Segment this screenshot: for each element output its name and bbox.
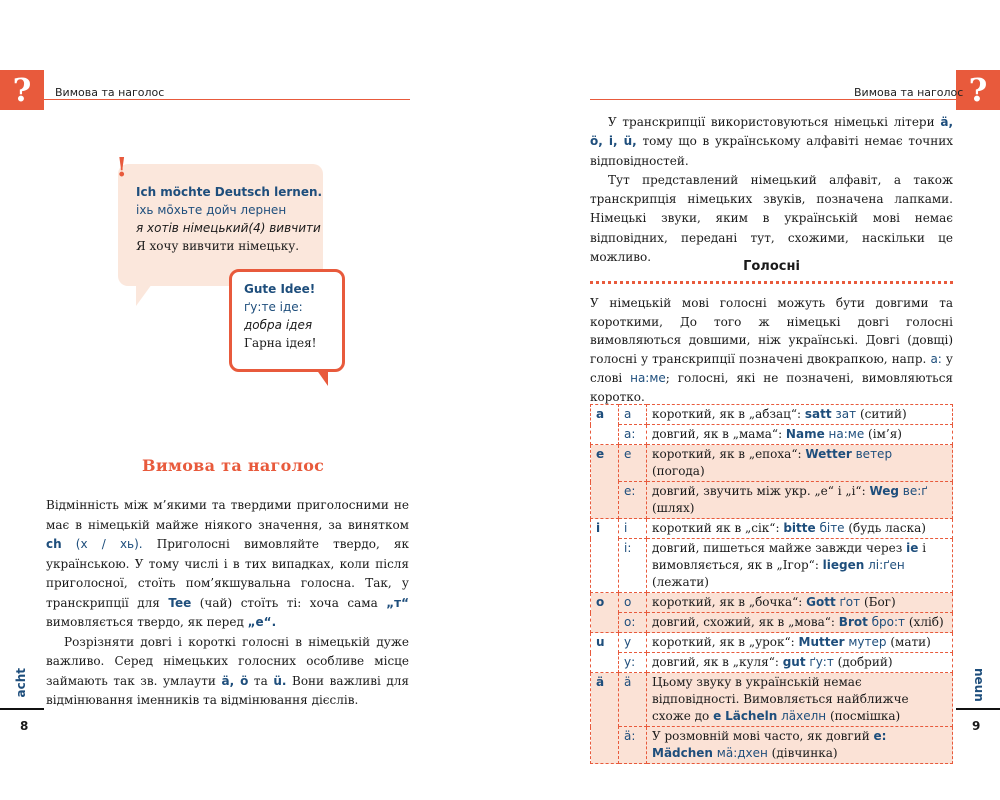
example-word: Gott — [806, 595, 836, 609]
page-word-left: acht — [14, 668, 28, 698]
transcription: а: — [930, 352, 942, 367]
bubble2-german: Gute Idee! — [244, 282, 316, 296]
page-number-right: 9 — [972, 719, 981, 733]
question-mark-icon-left: ? — [0, 70, 44, 110]
text-run: довгий, пишеться майже завжди через — [652, 541, 907, 555]
exclamation-icon: ! — [116, 153, 128, 183]
example-word: liegen — [822, 558, 865, 572]
vowel-table-row — [591, 539, 953, 593]
vowel-table-row — [591, 425, 953, 445]
vowel-description — [647, 727, 953, 764]
vowel-table-row — [591, 593, 953, 613]
example-transcription: ве:ґ — [898, 484, 928, 498]
text-run: короткий, як в „бочка“: — [652, 595, 807, 609]
vowel-description — [647, 653, 953, 673]
speech-bubble-2-tail — [316, 369, 328, 386]
vowel-table — [590, 404, 953, 764]
bubble2-literal: добра ідея — [244, 318, 313, 332]
right-intro-text — [590, 113, 953, 267]
vowel-description — [647, 482, 953, 519]
left-paragraph-1 — [46, 496, 409, 633]
transcription: (х / хь). — [61, 537, 143, 551]
bubble1-translation: Я хочу вивчити німецьку. — [136, 239, 300, 253]
vowel-description — [647, 519, 953, 539]
text-run: довгий, як в „куля“: — [652, 655, 783, 669]
vowel-table-row — [591, 653, 953, 673]
vowel-description — [647, 613, 953, 633]
vowel-table-row — [591, 405, 953, 425]
example-word: е — [713, 709, 722, 723]
text-run: ; голосні, які не позначені, вимовляються коротко. — [590, 370, 953, 404]
example-word: е: — [873, 729, 887, 743]
vowel-letter: e — [591, 445, 619, 519]
example-transcription: бро:т — [867, 615, 906, 629]
text-run: (лежати) — [652, 575, 709, 589]
text-run: довгий, як в „мама“: — [652, 427, 786, 441]
vowel-description — [647, 425, 953, 445]
example-transcription: ґот — [835, 595, 861, 609]
left-paragraph-2 — [46, 633, 409, 711]
vowel-description — [647, 405, 953, 425]
keyword: ü. — [273, 673, 287, 688]
text-run: (хліб) — [905, 615, 944, 629]
text-run: тому що в українському алфавіті немає точних відповідностей. — [590, 134, 953, 168]
vowel-description — [647, 593, 953, 613]
vowel-transcription: ä — [619, 673, 647, 727]
vowel-transcription: у — [619, 633, 647, 653]
vowel-transcription: ä: — [619, 727, 647, 764]
bubble1-transcription: іхь мо̄хьте дойч лернен — [136, 203, 287, 217]
running-header-left: Вимова та наголос — [55, 86, 165, 99]
keyword: „т“ — [386, 595, 409, 610]
vowel-table-row — [591, 445, 953, 482]
text-run: У транскрипції використовуються німецькі літери — [608, 115, 941, 129]
example-word: ie — [906, 541, 919, 555]
example-word: Weg — [869, 484, 899, 498]
example-word: Wetter — [805, 447, 852, 461]
text-run: Розрізняти довгі і короткі голосні в німецькій дуже важливо. Серед німецьких голосних особливе місце займають так зв. умлаути — [46, 634, 409, 688]
footer-rule-right — [956, 708, 1000, 710]
text-run: Вони важливі для відмінювання іменників та відмінювання дієслів. — [46, 673, 409, 707]
vowel-description — [647, 673, 953, 727]
example-word: bitte — [783, 521, 816, 535]
running-header-right: Вимова та наголос — [854, 86, 964, 99]
example-word: Lächeln — [725, 709, 778, 723]
speech-bubble-2-text — [244, 280, 316, 352]
keyword: ä, ö, i, ü, — [590, 115, 953, 149]
text-run: (будь ласка) — [844, 521, 926, 535]
dotted-divider — [590, 281, 953, 284]
header-rule-right — [590, 99, 956, 100]
example-transcription: лі:ґен — [864, 558, 905, 572]
text-run: Цьому звуку в українській немає відповідності. Вимовляється найближче схоже до — [652, 675, 909, 723]
vowel-table-row — [591, 727, 953, 764]
vowel-letter: i — [591, 519, 619, 593]
vowel-table-row — [591, 633, 953, 653]
text-run: та — [248, 673, 274, 688]
example-transcription: на:ме — [824, 427, 865, 441]
vowel-transcription: a: — [619, 425, 647, 445]
bubble2-transcription: ґу:те іде: — [244, 300, 303, 314]
text-run: довгий, звучить між укр. „е“ і „і“: — [652, 484, 870, 498]
example-word: satt — [804, 407, 832, 421]
vowel-transcription: a — [619, 405, 647, 425]
text-run: (дівчинка) — [767, 746, 838, 760]
keyword: ch — [46, 537, 62, 551]
example-word: gut — [782, 655, 806, 669]
text-run: короткий як в „сік“: — [652, 521, 784, 535]
example-transcription: зат — [831, 407, 857, 421]
vowel-description — [647, 445, 953, 482]
header-rule-left — [44, 99, 410, 100]
footer-rule-left — [0, 708, 44, 710]
vowel-letter: o — [591, 593, 619, 633]
text-run: (погода) — [652, 464, 705, 478]
vowel-description — [647, 539, 953, 593]
bubble1-literal: я хотів німецький(4) вивчити — [136, 221, 321, 235]
text-run: (ім’я) — [864, 427, 902, 441]
vowel-table-row — [591, 613, 953, 633]
keyword: ä, ö — [221, 673, 249, 688]
vowel-table-row — [591, 519, 953, 539]
transcription: на:ме — [630, 370, 666, 385]
vowel-transcription: i — [619, 519, 647, 539]
vowel-letter: ä — [591, 673, 619, 764]
text-run: У німецькій мові голосні можуть бути довгими та короткими, До того ж німецькі довгі голосні вимовляються довшими, ніж українські. Довгі (довщі) голосні у транскрипції позначені двокрапкою, напр. — [590, 296, 953, 367]
right-paragraph-1 — [590, 113, 953, 171]
text-run: довгий, схожий, як в „мова“: — [652, 615, 839, 629]
text-run: Приголосні вимовляйте твердо, як українською. У тому числі і в тих випадках, коли після приголосної, стоїть пом’якшувальна голосна. Так, у транскрипції для — [46, 537, 409, 610]
right-paragraph-3 — [590, 294, 953, 406]
example-transcription: ґу:т — [805, 655, 834, 669]
text-run: (чай) стоїть ті: хоча сама — [191, 595, 387, 610]
example-word: Name — [785, 427, 825, 441]
text-run: (ситий) — [856, 407, 907, 421]
text-run: і вимовляється, як в „Ігор“: — [652, 541, 927, 572]
example-word: Mutter — [798, 635, 845, 649]
vowel-letter: a — [591, 405, 619, 445]
vowel-transcription: o: — [619, 613, 647, 633]
left-body-text — [46, 496, 409, 711]
speech-bubble-1-text — [136, 183, 322, 255]
example-transcription: мӓ:дхен — [712, 746, 768, 760]
text-run: короткий, як в „епоха“: — [652, 447, 806, 461]
vowel-table-row — [591, 673, 953, 727]
vowel-description — [647, 633, 953, 653]
text-run: у слові — [590, 352, 953, 385]
example-transcription: біте — [815, 521, 845, 535]
speech-bubble-1-tail — [136, 284, 152, 306]
text-run: (посмішка) — [826, 709, 901, 723]
text-run: У розмовній мові часто, як довгий — [652, 729, 874, 743]
vowel-table-row — [591, 482, 953, 519]
text-run: (шлях) — [652, 501, 695, 515]
text-run: вимовляється твердо, як перед — [46, 615, 248, 629]
text-run: (мати) — [886, 635, 931, 649]
text-run: (Бог) — [860, 595, 896, 609]
keyword: Tee — [168, 595, 192, 610]
keyword: „е“. — [247, 615, 277, 629]
section-title: Вимова та наголос — [142, 456, 325, 475]
vowels-heading: Голосні — [743, 259, 800, 274]
vowel-transcription: у: — [619, 653, 647, 673]
text-run: (добрий) — [833, 655, 893, 669]
example-word: Brot — [838, 615, 868, 629]
text-run: короткий, як в „абзац“: — [652, 407, 805, 421]
right-paragraph-2: Тут представлений німецький алфавіт, а також транскрипція німецьких звуків, позначена лапками. Німецькі звуки, яким в українській мові немає відповідних, передані тут, схожими, наскільки це можливо. — [590, 172, 953, 265]
text-run: Відмінність між м’якими та твердими приголосними не має в німецькій майже ніякого значення, за винятком — [46, 498, 409, 532]
bubble2-translation: Гарна ідея! — [244, 336, 317, 350]
vowel-letter: u — [591, 633, 619, 673]
example-transcription: ветер — [851, 447, 893, 461]
vowel-transcription: i: — [619, 539, 647, 593]
vowel-transcription: e — [619, 445, 647, 482]
vowels-intro-text — [590, 294, 953, 406]
page-word-right: neun — [972, 668, 986, 702]
bubble1-german: Ich möchte Deutsch lernen. — [136, 185, 323, 199]
example-word: Mädchen — [652, 746, 713, 760]
question-mark-icon-right: ? — [956, 70, 1000, 110]
vowel-transcription: e: — [619, 482, 647, 519]
text-run: короткий, як в „урок“: — [652, 635, 799, 649]
page-number-left: 8 — [20, 719, 29, 733]
example-transcription: лӓхелн — [777, 709, 827, 723]
example-transcription: мутер — [844, 635, 887, 649]
vowel-transcription: o — [619, 593, 647, 613]
